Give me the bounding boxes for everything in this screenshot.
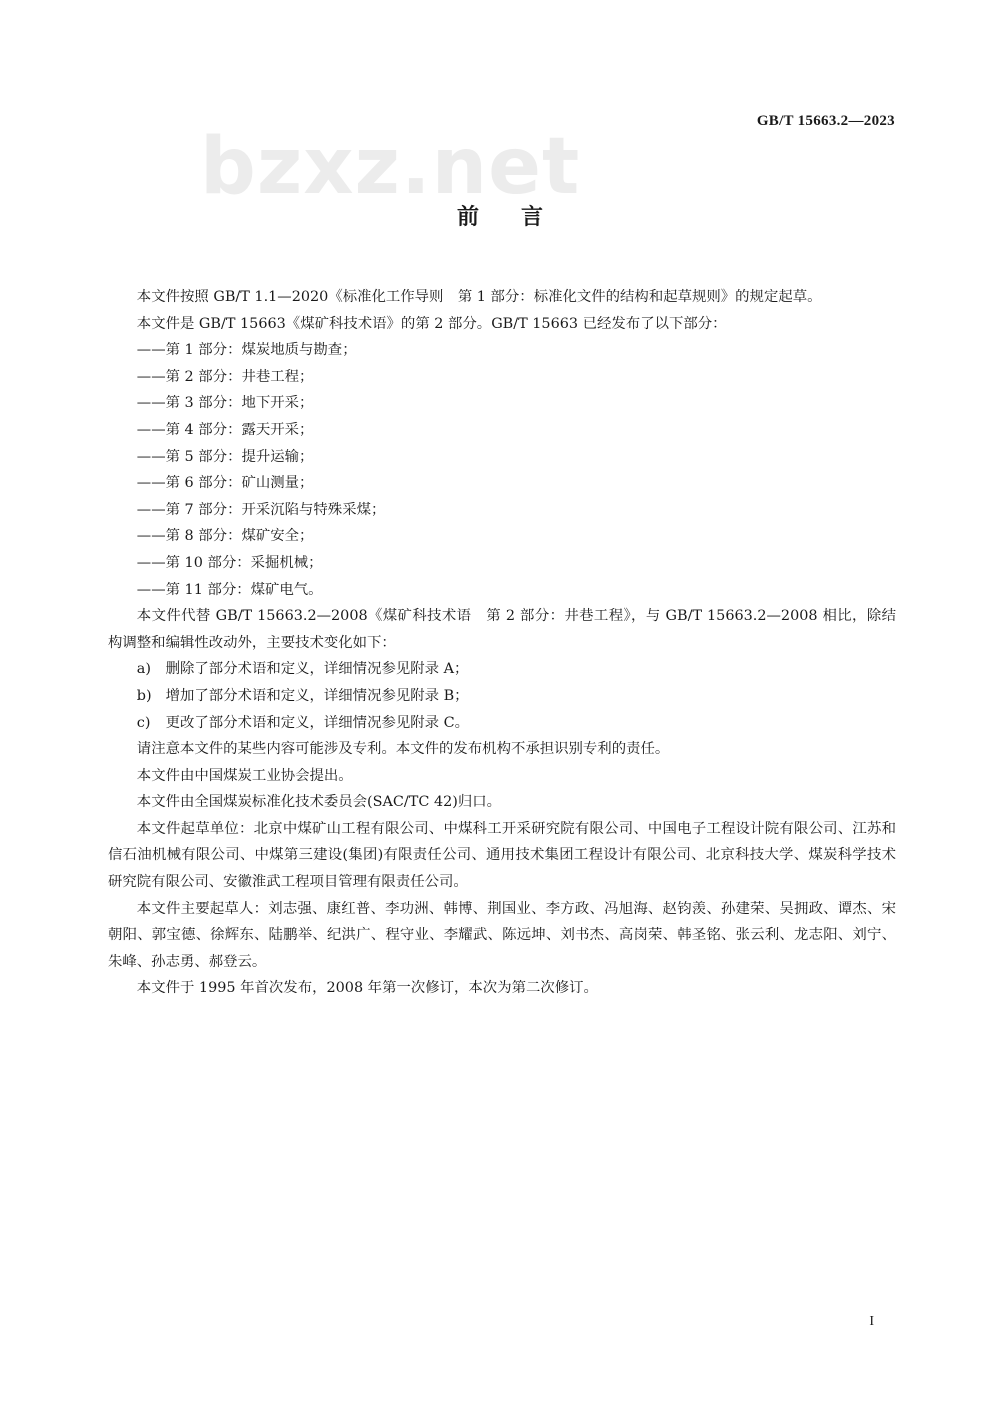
list-marker: a) xyxy=(136,661,151,678)
list-marker: c) xyxy=(136,714,151,731)
list-item xyxy=(108,497,896,524)
list-item xyxy=(108,523,896,550)
list-item xyxy=(108,710,896,737)
history-paragraph: 本文件于 1995 年首次发布，2008 年第一次修订，本次为第二次修订。 xyxy=(136,980,598,997)
dash-marker: —— xyxy=(136,475,166,492)
patent-notice-paragraph: 请注意本文件的某些内容可能涉及专利。本文件的发布机构不承担识别专利的责任。 xyxy=(136,741,670,758)
list-item xyxy=(108,577,896,604)
list-item-text: 第 3 部分：地下开采； xyxy=(165,395,314,412)
list-item-text: 第 8 部分：煤矿安全； xyxy=(165,528,314,545)
dash-marker: —— xyxy=(136,421,166,438)
dash-marker: —— xyxy=(136,342,166,359)
list-item xyxy=(108,337,896,364)
administrator-paragraph: 本文件由全国煤炭标准化技术委员会(SAC/TC 42)归口。 xyxy=(136,794,502,811)
list-item-text: 第 10 部分：采掘机械； xyxy=(165,554,323,571)
intro-paragraph: 本文件按照 GB/T 1.1—2020《标准化工作导则 第 1 部分：标准化文件的结构和起草规则》的规定起草。 xyxy=(136,289,822,305)
list-item xyxy=(108,683,896,710)
list-item xyxy=(108,470,896,497)
list-item-text: 第 7 部分：开采沉陷与特殊采煤； xyxy=(165,501,386,518)
dash-marker: —— xyxy=(136,581,166,598)
page-number: I xyxy=(869,1314,874,1329)
dash-marker: —— xyxy=(136,395,166,412)
dash-marker: —— xyxy=(136,368,166,385)
drafters-paragraph: 本文件主要起草人：刘志强、康红普、李功洲、韩博、荆国业、李方政、冯旭海、赵钧羡、孙建荣、吴拥政、谭杰、宋朝阳、郭宝德、徐辉东、陆鹏举、纪洪广、程守业、李耀武、陈远坤、刘书杰、高岗荣、韩圣铭、张云利、龙志阳、刘宁、朱峰、孙志勇、郝登云。 xyxy=(108,900,896,970)
list-item-text: 第 2 部分：井巷工程； xyxy=(165,368,314,385)
list-item-text: 更改了部分术语和定义，详细情况参见附录 C。 xyxy=(165,714,469,731)
changes-list xyxy=(108,656,896,736)
list-item-text: 第 6 部分：矿山测量； xyxy=(165,475,314,492)
list-item-text: 第 5 部分：提升运输； xyxy=(165,448,314,465)
list-item xyxy=(108,444,896,471)
list-item-text: 第 1 部分：煤炭地质与勘查； xyxy=(165,342,357,359)
intro-paragraph: 本文件是 GB/T 15663《煤矿科技术语》的第 2 部分。GB/T 15663 已经发布了以下部分： xyxy=(136,315,727,332)
list-item-text: 删除了部分术语和定义，详细情况参见附录 A； xyxy=(165,661,469,678)
watermark-text: bzxz.net xyxy=(200,122,581,212)
list-item xyxy=(108,656,896,683)
dash-marker: —— xyxy=(136,554,166,571)
list-item-text: 增加了部分术语和定义，详细情况参见附录 B； xyxy=(165,687,469,704)
parts-list xyxy=(108,337,896,603)
dash-marker: —— xyxy=(136,528,166,545)
standard-code: GB/T 15663.2—2023 xyxy=(756,113,895,129)
list-item-text: 第 11 部分：煤矿电气。 xyxy=(165,581,323,598)
document-body xyxy=(108,284,896,1002)
proposer-paragraph: 本文件由中国煤炭工业协会提出。 xyxy=(136,767,353,784)
dash-marker: —— xyxy=(136,501,166,518)
dash-marker: —— xyxy=(136,448,166,465)
page-title: 前言 xyxy=(456,205,585,230)
list-item xyxy=(108,417,896,444)
list-item xyxy=(108,550,896,577)
list-item xyxy=(108,390,896,417)
drafting-units-paragraph: 本文件起草单位：北京中煤矿山工程有限公司、中煤科工开采研究院有限公司、中国电子工程设计院有限公司、江苏和信石油机械有限公司、中煤第三建设(集团)有限责任公司、通用技术集团工程设计有限公司、北京科技大学、煤炭科学技术研究院有限公司、安徽淮武工程项目管理有限责任公司。 xyxy=(108,820,896,891)
list-item-text: 第 4 部分：露天开采； xyxy=(165,421,314,438)
replacement-paragraph: 本文件代替 GB/T 15663.2—2008《煤矿科技术语 第 2 部分：井巷工程》，与 GB/T 15663.2—2008 相比，除结构调整和编辑性改动外，主要技术变化如下： xyxy=(108,608,896,651)
list-marker: b) xyxy=(136,687,152,704)
list-item xyxy=(108,364,896,391)
